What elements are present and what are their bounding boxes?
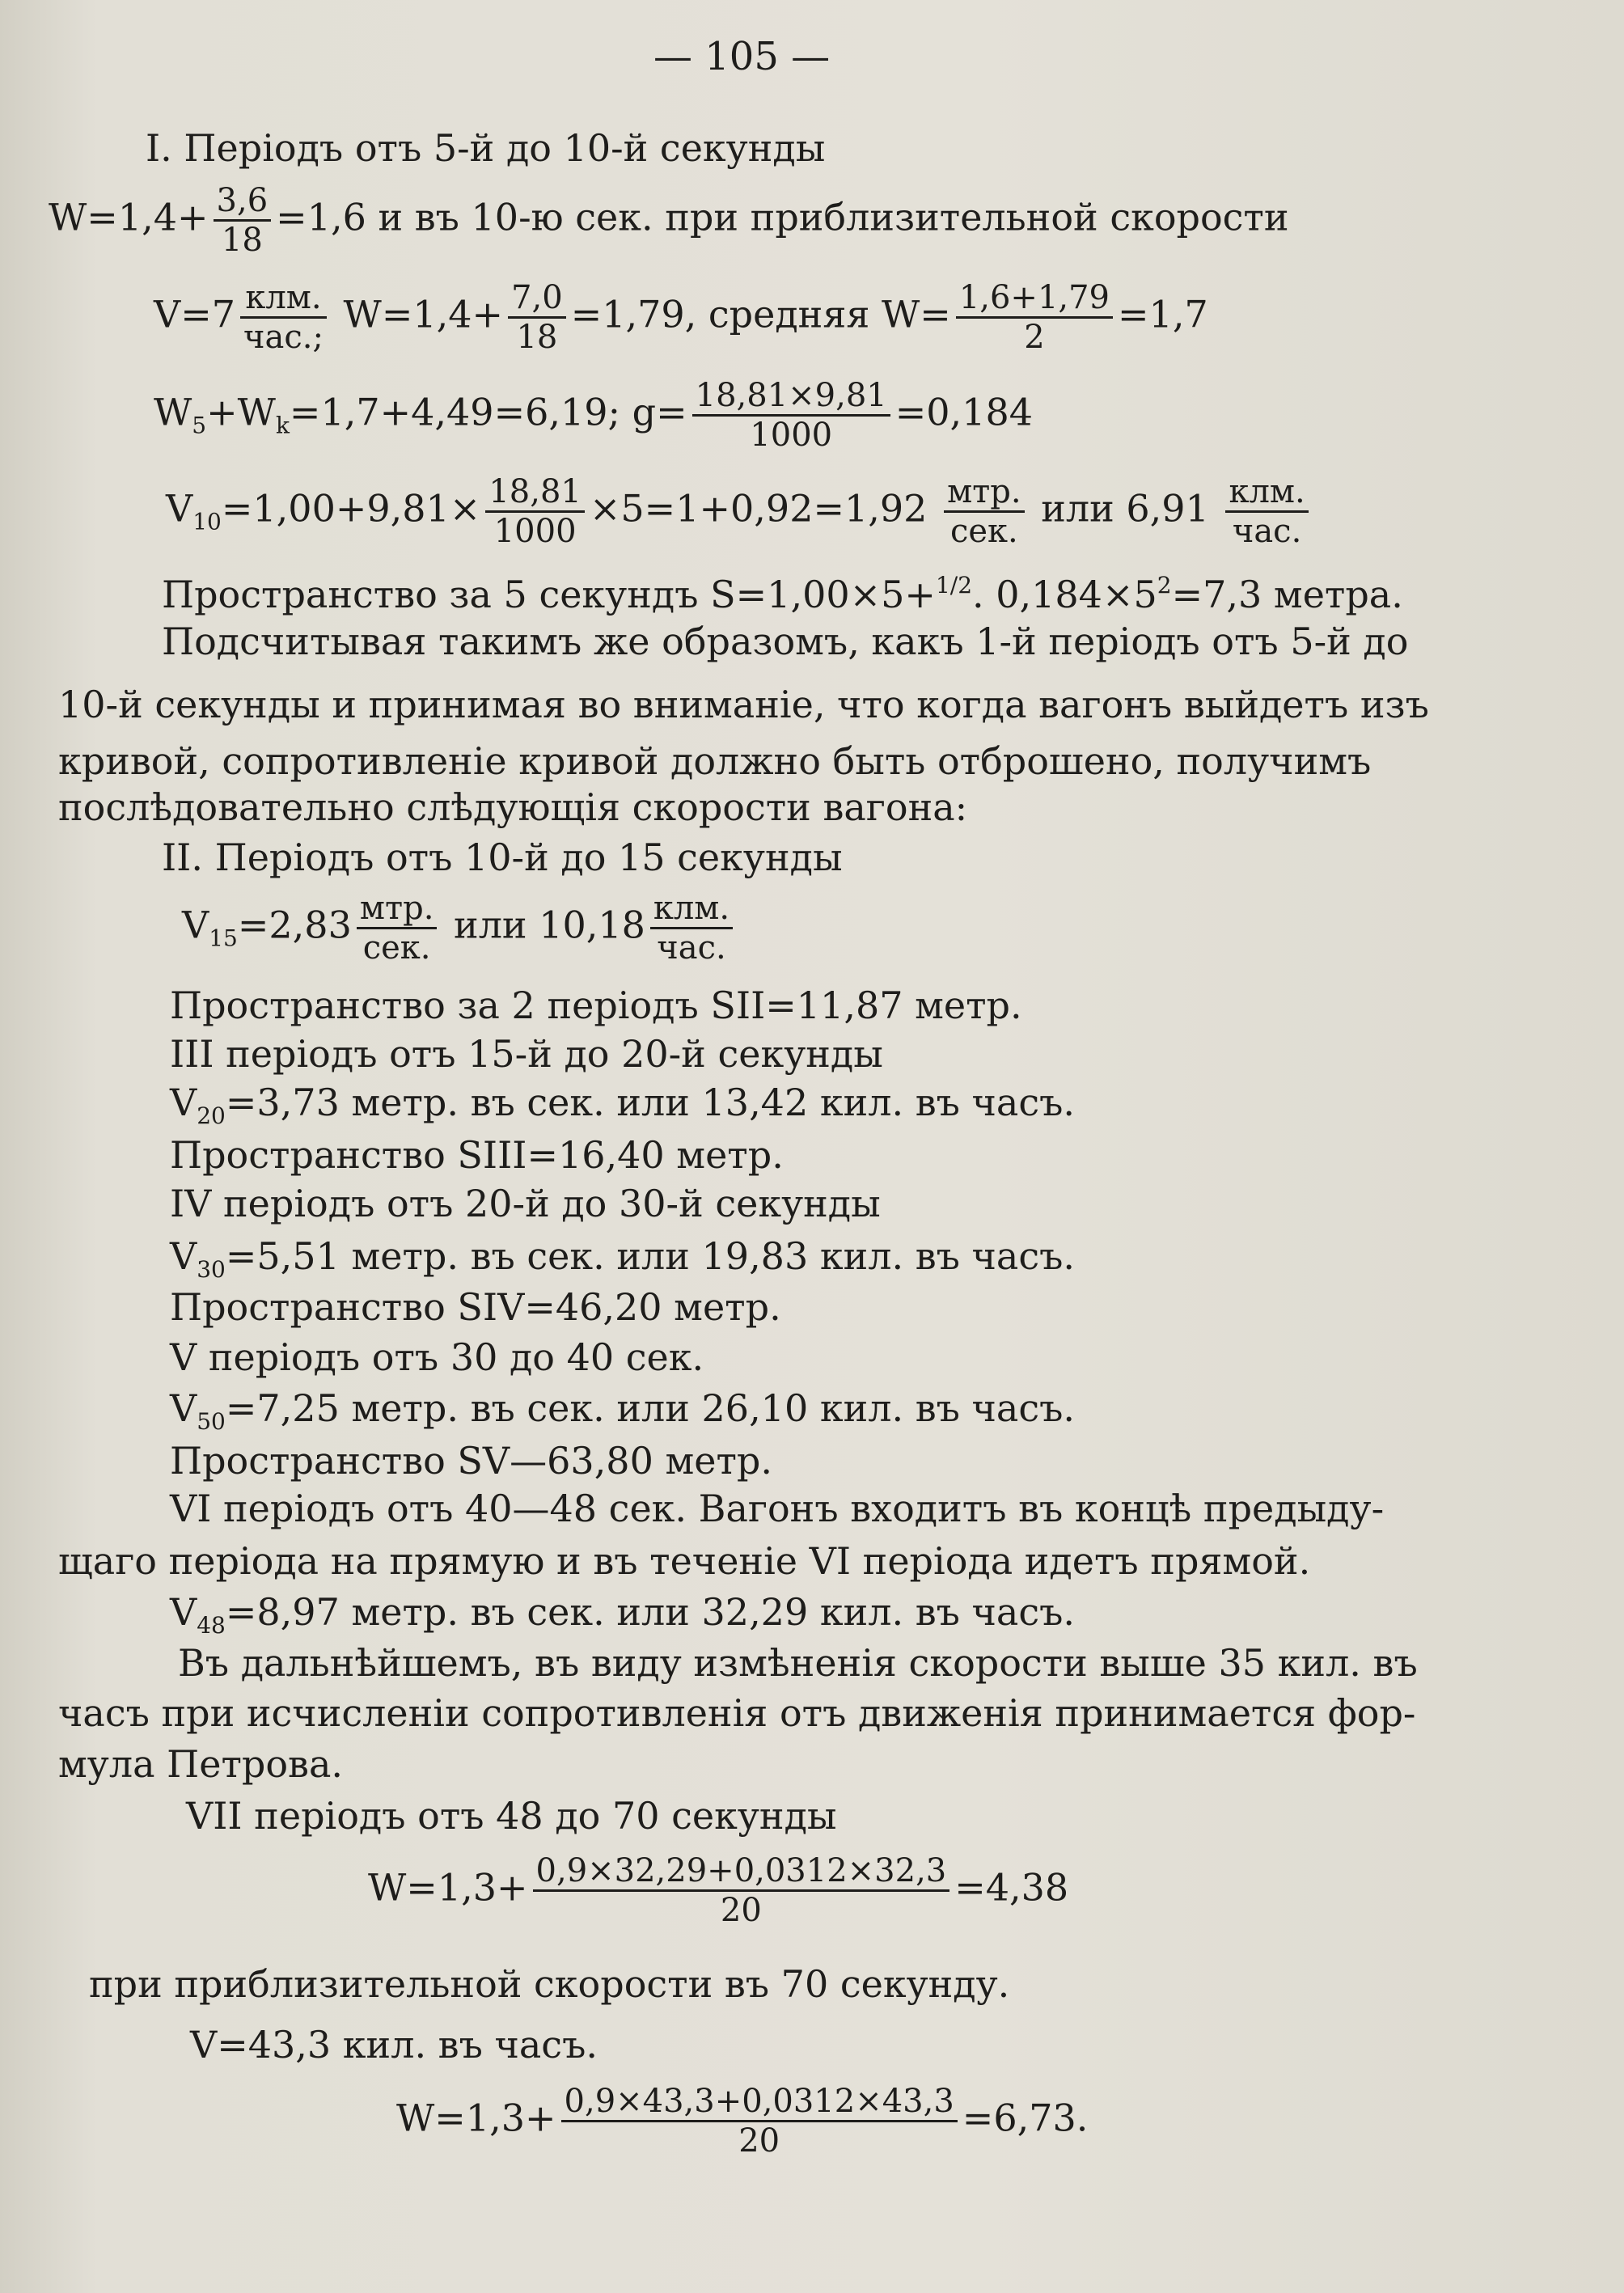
period-5-space: Пространство SV—63,80 метр. (170, 1439, 772, 1483)
period-1-w-line: W=1,4+ $\frac{3,6}{18}$ =1,6 и въ 10-ю сек. при приблизительной скорости (49, 182, 1289, 259)
fraction: $\frac{18,81}{1000}$ (485, 473, 585, 550)
period-7-w2: W=1,3+ $\frac{0,9\times 43,3+0,0312\times 43,3}{20}$ =6,73. (396, 2083, 1089, 2160)
period-2-heading: II. Періодъ отъ 10-й до 15 секунды (162, 836, 843, 879)
period-3-v: $V_{20}=3,73$ метр. въ сек. или 13,42 кил. въ часъ. (170, 1081, 1075, 1129)
period-3-heading: III періодъ отъ 15-й до 20-й секунды (170, 1032, 883, 1076)
unit-fraction: $\frac{\text{мтр.}}{\text{сек.}}$ (357, 890, 438, 967)
period-6-line: VI періодъ отъ 40—48 сек. Вагонъ входитъ въ концѣ предыду- (170, 1487, 1385, 1530)
period-1-ws-g-line: $W_5+W_k=1,7+4,49=6,19$; g= $\frac{18,81\times 9,81}{1000}$ =0,184 (154, 377, 1033, 454)
fraction: $\frac{0,9\times 43,3+0,0312\times 43,3}{20}$ (561, 2083, 958, 2160)
unit-fraction: $\frac{\text{мтр.}}{\text{сек.}}$ (944, 473, 1025, 550)
period-4-v: $V_{30}=5,51$ метр. въ сек. или 19,83 кил. въ часъ. (170, 1234, 1075, 1283)
period-1-v-w-line: V=7 $\frac{\text{клм.}}{\text{час.;}}$ W=1,4+ $\frac{7,0}{18}$ =1,79, средняя W= $\frac{1,6+1,79}{2}$ =1,7 (154, 279, 1208, 356)
period-6-v: $V_{48}=8,97$ метр. въ сек. или 32,29 кил. въ часъ. (170, 1590, 1075, 1639)
paragraph-2-line: Въ дальнѣйшемъ, въ виду измѣненія скорости выше 35 кил. въ (178, 1641, 1418, 1685)
period-2-space: Пространство за 2 періодъ SII=11,87 метр. (170, 984, 1022, 1027)
paragraph-2-line: мула Петрова. (58, 1742, 343, 1786)
period-2-v-line: $V_{15}=2,83$ $\frac{\text{мтр.}}{\text{сек.}}$ или 10,18 $\frac{\text{клм.}}{\text{час.}}$ (182, 890, 738, 967)
period-7-approx: при приблизительной скорости въ 70 секунду. (89, 1962, 1010, 2006)
paragraph-line: послѣдовательно слѣдующія скорости вагона: (58, 785, 968, 829)
period-7-v: V=43,3 кил. въ часъ. (190, 2023, 598, 2067)
unit-fraction: $\frac{\text{клм.}}{\text{час.}}$ (1225, 473, 1308, 550)
period-3-space: Пространство SIII=16,40 метр. (170, 1133, 784, 1177)
paragraph-line: кривой, сопротивленіе кривой должно быть отброшено, получимъ (58, 739, 1372, 783)
page-number: — 105 — (653, 34, 831, 79)
paragraph-line: Подсчитывая такимъ же образомъ, какъ 1-й періодъ отъ 5-й до (162, 620, 1409, 663)
fraction: $\frac{7,0}{18}$ (508, 279, 566, 356)
fraction: $\frac{3,6}{18}$ (214, 182, 272, 259)
fraction: $\frac{1,6+1,79}{2}$ (956, 279, 1113, 356)
period-4-space: Пространство SIV=46,20 метр. (170, 1285, 781, 1329)
period-5-heading: V періодъ отъ 30 до 40 сек. (170, 1335, 704, 1379)
paragraph-line: 10-й секунды и принимая во вниманіе, что когда вагонъ выйдетъ изъ (58, 683, 1429, 726)
period-5-v: $V_{50}=7,25$ метр. въ сек. или 26,10 кил. въ часъ. (170, 1386, 1075, 1435)
period-1-space: Пространство за 5 секундъ S=1,00×5+$^{1/2}$. $0,184\times 5^2=7,3$ метра. (162, 572, 1403, 616)
period-7-heading: VII періодъ отъ 48 до 70 секунды (186, 1794, 837, 1838)
period-4-heading: IV періодъ отъ 20-й до 30-й секунды (170, 1182, 881, 1225)
period-6-line: щаго періода на прямую и въ теченіе VI періода идетъ прямой. (58, 1539, 1311, 1583)
fraction: $\frac{18,81\times 9,81}{1000}$ (692, 377, 890, 454)
period-7-w1: W=1,3+ $\frac{0,9\times 32,29+0,0312\times 32,3}{20}$ =4,38 (368, 1852, 1069, 1929)
fraction: $\frac{0,9\times 32,29+0,0312\times 32,3}{20}$ (533, 1852, 950, 1929)
period-1-heading: I. Періодъ отъ 5-й до 10-й секунды (146, 126, 826, 170)
unit-fraction: $\frac{\text{клм.}}{\text{час.}}$ (650, 890, 733, 967)
paragraph-2-line: часъ при исчисленіи сопротивленія отъ движенія принимается фор- (58, 1691, 1416, 1735)
unit-fraction: $\frac{\text{клм.}}{\text{час.;}}$ (240, 279, 327, 356)
period-1-v10-line: $V_{10}=1,00+9,81\times$ $\frac{18,81}{1000}$ ×5=1+0,92=1,92 $\frac{\text{мтр.}}{\text{сек.}}$ или 6,91 $\frac{\text{клм.}}{\text{час.}}$ (166, 473, 1313, 550)
